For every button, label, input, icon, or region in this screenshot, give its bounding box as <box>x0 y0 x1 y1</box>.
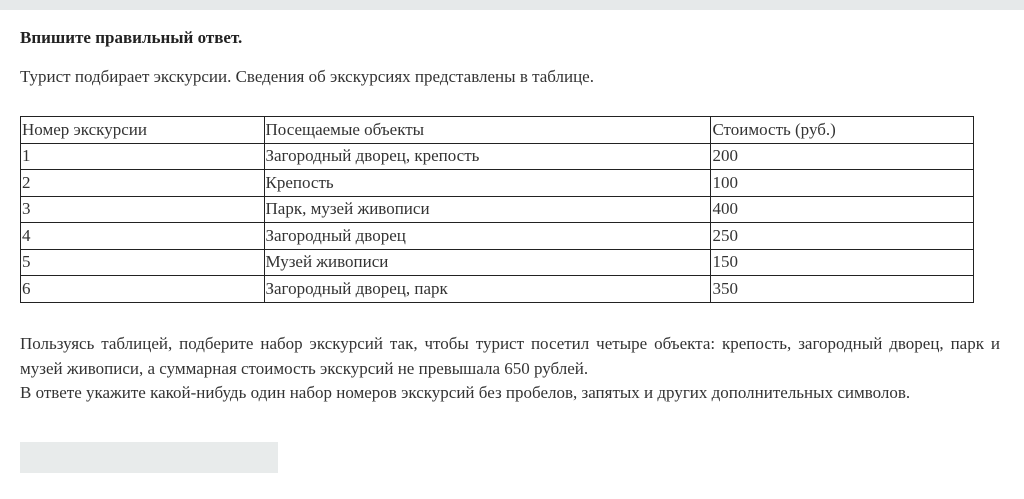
table-row <box>21 196 974 223</box>
table-row <box>21 276 974 303</box>
cell-objects: Музей живописи <box>264 249 711 276</box>
cell-number: 3 <box>21 196 265 223</box>
top-bar <box>0 0 1024 10</box>
cell-number: 6 <box>21 276 265 303</box>
column-header-cost: Стоимость (руб.) <box>711 117 974 144</box>
cell-number: 4 <box>21 223 265 250</box>
table-header-row <box>21 117 974 144</box>
table-row <box>21 143 974 170</box>
task-answer-instructions: В ответе укажите какой-нибудь один набор номеров экскурсий без пробелов, запятых и других дополнительных символов. <box>20 383 911 402</box>
column-header-objects: Посещаемые объекты <box>264 117 711 144</box>
cell-objects: Загородный дворец <box>264 223 711 250</box>
column-header-number: Номер экскурсии <box>21 117 265 144</box>
cell-objects: Загородный дворец, крепость <box>264 143 711 170</box>
cell-cost: 100 <box>711 170 974 197</box>
intro-text: Турист подбирает экскурсии. Сведения об экскурсиях представлены в таблице. <box>20 67 594 86</box>
excursions-table <box>20 116 974 303</box>
instruction-heading: Впишите правильный ответ. <box>20 28 243 47</box>
cell-number: 1 <box>21 143 265 170</box>
cell-objects: Парк, музей живописи <box>264 196 711 223</box>
table-row <box>21 249 974 276</box>
answer-input[interactable] <box>20 442 278 473</box>
cell-number: 5 <box>21 249 265 276</box>
cell-cost: 400 <box>711 196 974 223</box>
cell-objects: Крепость <box>264 170 711 197</box>
cell-number: 2 <box>21 170 265 197</box>
cell-cost: 250 <box>711 223 974 250</box>
cell-cost: 350 <box>711 276 974 303</box>
task-paragraph: Пользуясь таблицей, подберите набор экскурсий так, чтобы турист посетил четыре объекта: крепость, загородный дворец, парк и музей живописи, а суммарная стоимость экскурсий не превышала 650 рублей. <box>20 334 1000 378</box>
table-row <box>21 223 974 250</box>
cell-cost: 200 <box>711 143 974 170</box>
table-row <box>21 170 974 197</box>
cell-cost: 150 <box>711 249 974 276</box>
cell-objects: Загородный дворец, парк <box>264 276 711 303</box>
task-text <box>20 332 1000 406</box>
